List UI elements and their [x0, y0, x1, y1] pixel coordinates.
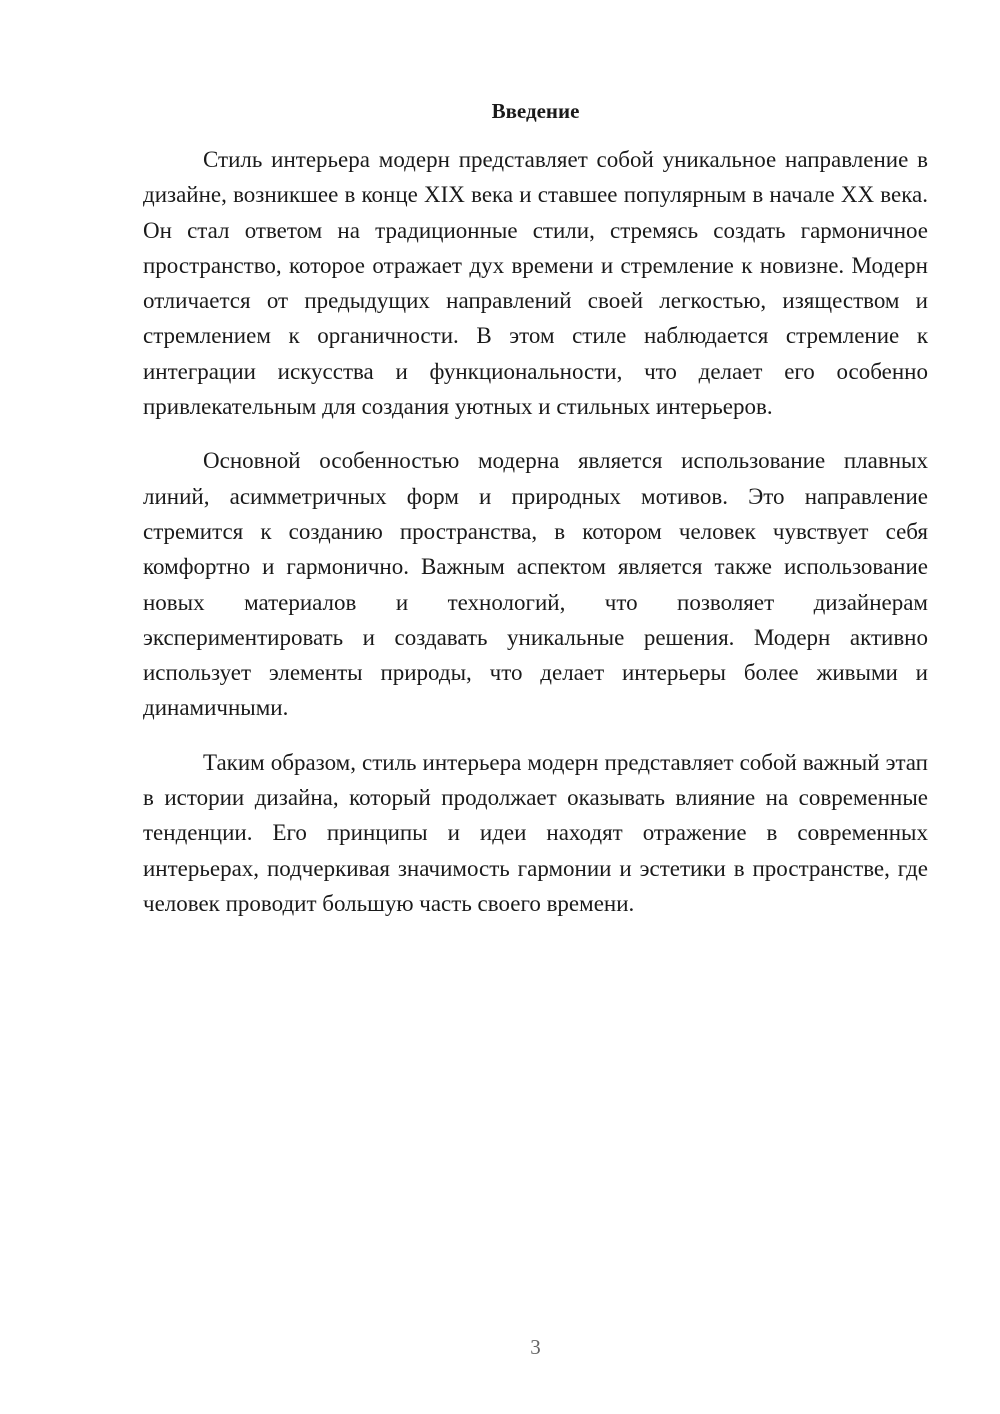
paragraph-3: Таким образом, стиль интерьера модерн представляет собой важный этап в истории дизайна, который продолжает оказывать влияние на современные тенденции. Его принципы и идеи находят отражение в современных интерьерах, подчеркивая значимость гармонии и эстетики в пространстве, где человек проводит большую часть своего времени. [143, 749, 928, 916]
paragraph-1: Стиль интерьера модерн представляет собой уникальное направление в дизайне, возникшее в конце XIX века и ставшее популярным в начале XX века. Он стал ответом на традиционные стили, стремясь создать гармоничное пространство, которое отражает дух времени и стремление к новизне. Модерн отличается от предыдущих направлений своей легкостью, изяществом и стремлением к органичности. В этом стиле наблюдается стремление к интеграции искусства и функциональности, что делает его особенно привлекательным для создания уютных и стильных интерьеров. [143, 147, 928, 420]
body-text [143, 142, 928, 921]
paragraph-2: Основной особенностью модерна является использование плавных линий, асимметричных форм и природных мотивов. Это направление стремится к созданию пространства, в котором человек чувствует себя комфортно и гармонично. Важным аспектом является также использование новых материалов и технологий, что позволяет дизайнерам экспериментировать и создавать уникальные решения. Модерн активно использует элементы природы, что делает интерьеры более живыми и динамичными. [143, 448, 928, 721]
page-number: 3 [530, 1335, 541, 1359]
section-heading: Введение [491, 99, 580, 123]
